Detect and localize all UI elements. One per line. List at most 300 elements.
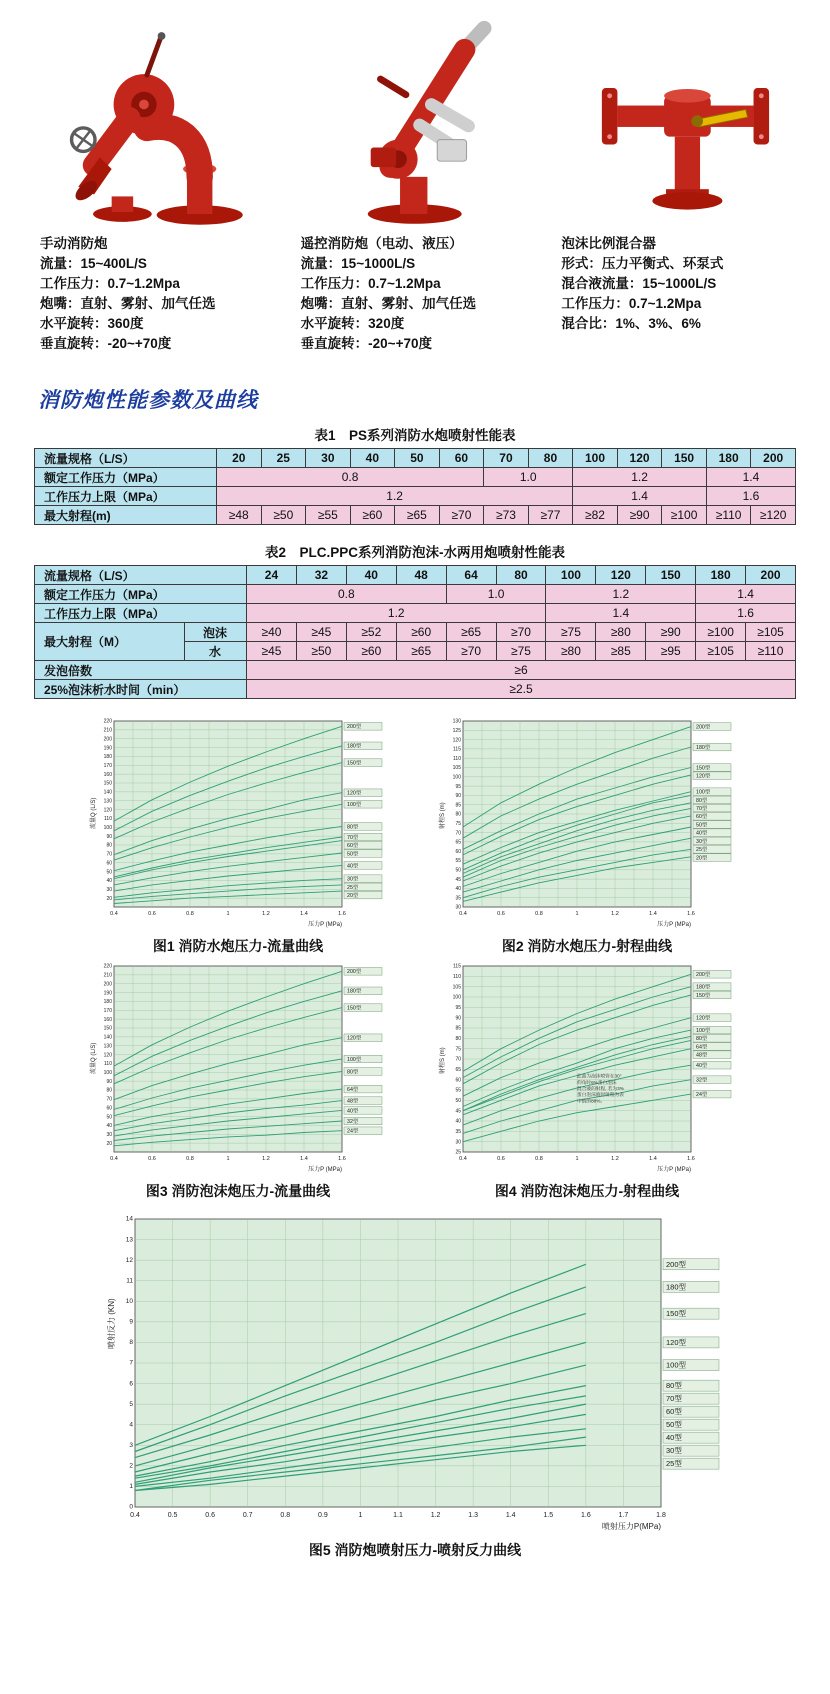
table2-title: 表2 PLC.PPC系列消防泡沫-水两用炮喷射性能表 — [264, 545, 565, 560]
svg-text:1.5: 1.5 — [543, 1512, 554, 1519]
table-cell: ≥105 — [696, 642, 746, 661]
svg-text:105: 105 — [452, 984, 461, 991]
svg-text:35: 35 — [455, 1129, 461, 1136]
table-cell: 1.2 — [546, 585, 696, 604]
table-cell: ≥70 — [496, 623, 546, 642]
svg-text:30型: 30型 — [696, 838, 708, 845]
svg-text:100型: 100型 — [696, 789, 711, 796]
svg-text:120型: 120型 — [666, 1338, 687, 1348]
svg-text:100: 100 — [103, 1069, 112, 1076]
svg-text:40: 40 — [106, 1123, 112, 1130]
svg-text:1.2: 1.2 — [430, 1512, 441, 1519]
svg-text:0.7: 0.7 — [242, 1512, 253, 1519]
product-card-remote-monitor — [301, 16, 548, 354]
table-cell: ≥50 — [296, 642, 346, 661]
svg-text:200型: 200型 — [347, 724, 362, 731]
svg-text:20: 20 — [106, 1140, 112, 1147]
table-cell: ≥50 — [261, 506, 306, 525]
svg-text:150型: 150型 — [696, 765, 711, 772]
svg-text:90: 90 — [106, 1078, 112, 1085]
table-row — [35, 680, 796, 699]
svg-text:200: 200 — [103, 981, 112, 988]
svg-text:30型: 30型 — [347, 876, 359, 883]
svg-text:190: 190 — [103, 745, 112, 752]
svg-text:105: 105 — [452, 765, 461, 772]
table-cell: ≥70 — [446, 642, 496, 661]
table-cell: 70 — [484, 449, 529, 468]
foam-proportioner-image — [561, 16, 808, 230]
table-cell: 1.4 — [573, 487, 707, 506]
svg-text:1.6: 1.6 — [687, 911, 695, 917]
product-spec-line: 垂直旋转：-20~+70度 — [300, 336, 432, 351]
table-cell: 40 — [346, 566, 396, 585]
svg-text:210: 210 — [103, 972, 112, 979]
svg-text:5: 5 — [129, 1400, 133, 1408]
svg-text:210: 210 — [103, 727, 112, 734]
foam-proportioner-illustration — [572, 55, 797, 230]
product-spec-line: 垂直旋转：-20~+70度 — [40, 336, 172, 351]
svg-text:20型: 20型 — [347, 892, 359, 899]
table-row — [35, 661, 796, 680]
svg-text:50: 50 — [455, 867, 461, 874]
table-row — [35, 585, 796, 604]
figure-chart4 — [422, 960, 752, 1201]
product-spec-list — [301, 254, 548, 354]
svg-text:40型: 40型 — [347, 863, 359, 870]
remote-monitor-image — [301, 16, 548, 230]
table-cell: ≥70 — [439, 506, 484, 525]
svg-text:70: 70 — [455, 830, 461, 837]
svg-text:50型: 50型 — [347, 851, 359, 858]
table-cell: ≥90 — [617, 506, 662, 525]
table-cell: ≥110 — [706, 506, 751, 525]
table-cell: ≥85 — [596, 642, 646, 661]
table-cell: 1.4 — [706, 468, 795, 487]
svg-text:6: 6 — [129, 1380, 133, 1388]
chart3-caption: 图3 消防泡沫炮压力-流量曲线 — [145, 1183, 331, 1199]
table-cell: 1.4 — [546, 604, 696, 623]
row-label: 流量规格（L/S） — [35, 449, 217, 468]
svg-text:70: 70 — [455, 1056, 461, 1063]
svg-text:中值的88%。: 中值的88%。 — [577, 1098, 606, 1104]
svg-text:80型: 80型 — [696, 797, 708, 804]
svg-text:70: 70 — [106, 1096, 112, 1103]
table1-title: 表1 PS系列消防水炮喷射性能表 — [314, 428, 516, 443]
svg-text:0.6: 0.6 — [497, 1156, 505, 1162]
figure-chart2 — [422, 715, 752, 956]
figure-chart5 — [0, 1211, 830, 1560]
svg-text:3: 3 — [129, 1441, 133, 1449]
table-cell: 120 — [617, 449, 662, 468]
table-cell: ≥6 — [247, 661, 796, 680]
manual-monitor-image — [40, 16, 287, 230]
svg-text:80: 80 — [106, 842, 112, 849]
svg-text:50: 50 — [106, 869, 112, 876]
svg-text:32型: 32型 — [696, 1077, 708, 1084]
table-cell: ≥45 — [296, 623, 346, 642]
product-spec-line: 混合比：1%、3%、6% — [561, 316, 701, 331]
svg-text:64型: 64型 — [347, 1087, 359, 1094]
svg-text:100型: 100型 — [347, 1056, 362, 1063]
product-name: 手动消防炮 — [40, 236, 108, 251]
svg-text:0: 0 — [129, 1503, 133, 1511]
svg-text:10: 10 — [125, 1297, 133, 1305]
section-title: 消防炮性能参数及曲线 — [38, 389, 258, 412]
svg-text:100型: 100型 — [696, 1027, 711, 1034]
table-cell: ≥45 — [247, 642, 297, 661]
svg-text:60: 60 — [106, 860, 112, 867]
svg-text:0.6: 0.6 — [148, 1156, 156, 1162]
table-cell: 1.2 — [217, 487, 573, 506]
svg-text:1: 1 — [358, 1512, 363, 1519]
svg-text:48型: 48型 — [347, 1098, 359, 1105]
table-cell: 64 — [446, 566, 496, 585]
table-row — [35, 468, 796, 487]
table-cell: ≥60 — [396, 623, 446, 642]
svg-text:1.1: 1.1 — [393, 1512, 403, 1519]
chart5-caption: 图5 消防炮喷射压力-喷射反力曲线 — [308, 1542, 522, 1558]
row-label: 工作压力上限（MPa） — [35, 487, 217, 506]
product-card-foam-proportioner — [561, 16, 808, 354]
row-label: 最大射程(m) — [35, 506, 217, 525]
svg-text:150: 150 — [103, 1025, 112, 1032]
svg-text:50: 50 — [106, 1114, 112, 1121]
svg-text:180型: 180型 — [347, 988, 362, 995]
svg-text:1.6: 1.6 — [338, 911, 346, 917]
svg-text:1.4: 1.4 — [300, 1156, 308, 1162]
svg-text:115: 115 — [453, 746, 461, 753]
charts-grid — [0, 715, 830, 1201]
svg-text:100: 100 — [103, 824, 112, 831]
svg-text:30: 30 — [106, 1131, 112, 1138]
svg-text:1.4: 1.4 — [505, 1512, 516, 1519]
table2-plc-ppc-series — [34, 565, 796, 699]
svg-text:此曲为泡沫喷管在30°: 此曲为泡沫喷管在30° — [577, 1073, 622, 1079]
table-cell: 40 — [350, 449, 395, 468]
svg-text:7: 7 — [129, 1359, 133, 1367]
table-cell: ≥2.5 — [247, 680, 796, 699]
table-row — [35, 566, 796, 585]
table-cell: 48 — [396, 566, 446, 585]
chart4-svg — [437, 960, 737, 1174]
svg-text:60: 60 — [455, 1077, 461, 1084]
table-cell: 25 — [261, 449, 306, 468]
table-cell: 80 — [528, 449, 573, 468]
svg-text:60: 60 — [106, 1105, 112, 1112]
svg-text:85: 85 — [455, 1025, 461, 1032]
svg-text:1: 1 — [575, 911, 579, 917]
svg-text:170: 170 — [103, 762, 112, 769]
svg-text:1.3: 1.3 — [468, 1512, 479, 1519]
svg-text:90: 90 — [106, 833, 112, 840]
table-cell: ≥77 — [528, 506, 573, 525]
svg-text:1: 1 — [129, 1483, 133, 1491]
svg-text:30型: 30型 — [666, 1446, 682, 1456]
svg-text:80型: 80型 — [696, 1036, 708, 1043]
svg-text:120: 120 — [103, 1052, 112, 1059]
row-label: 流量规格（L/S） — [35, 566, 247, 585]
svg-text:150型: 150型 — [696, 992, 711, 999]
svg-text:32型: 32型 — [347, 1118, 359, 1125]
svg-text:60: 60 — [455, 848, 461, 855]
svg-text:180型: 180型 — [347, 743, 362, 750]
product-spec-list — [40, 254, 287, 354]
svg-text:50型: 50型 — [696, 822, 708, 829]
svg-text:1.7: 1.7 — [618, 1512, 629, 1519]
svg-text:40: 40 — [455, 1118, 461, 1125]
svg-text:40型: 40型 — [696, 830, 708, 837]
svg-text:20型: 20型 — [696, 855, 708, 862]
manual-monitor-illustration — [51, 20, 276, 230]
svg-text:70型: 70型 — [347, 834, 359, 841]
svg-text:220: 220 — [103, 963, 112, 970]
svg-text:150: 150 — [103, 780, 112, 787]
svg-text:40型: 40型 — [696, 1063, 708, 1070]
table-cell: 120 — [596, 566, 646, 585]
svg-text:1: 1 — [226, 1156, 230, 1162]
table1-ps-series — [34, 448, 796, 525]
svg-text:1.2: 1.2 — [611, 911, 619, 917]
svg-text:30: 30 — [106, 886, 112, 893]
table-cell: 80 — [496, 566, 546, 585]
svg-text:0.8: 0.8 — [186, 911, 194, 917]
svg-text:200型: 200型 — [666, 1259, 687, 1269]
figure-chart3 — [78, 960, 398, 1201]
svg-text:220: 220 — [103, 718, 112, 725]
svg-text:压力P (MPa): 压力P (MPa) — [657, 922, 691, 928]
table-cell: ≥80 — [546, 642, 596, 661]
table-cell: ≥90 — [646, 623, 696, 642]
svg-text:160: 160 — [103, 771, 112, 778]
table-cell: ≥65 — [396, 642, 446, 661]
product-spec-line: 工作压力：0.7~1.2Mpa — [561, 296, 702, 311]
svg-text:射程S (m): 射程S (m) — [440, 802, 446, 829]
table-cell: 180 — [696, 566, 746, 585]
svg-text:25型: 25型 — [666, 1459, 682, 1469]
svg-text:1.4: 1.4 — [649, 1156, 657, 1162]
svg-text:95: 95 — [455, 1005, 461, 1012]
table-cell: ≥65 — [446, 623, 496, 642]
table-cell: ≥80 — [596, 623, 646, 642]
svg-text:70: 70 — [106, 851, 112, 858]
svg-text:65: 65 — [455, 839, 461, 846]
svg-text:110: 110 — [453, 974, 461, 981]
svg-text:4: 4 — [129, 1421, 133, 1429]
svg-text:1.4: 1.4 — [300, 911, 308, 917]
svg-text:45: 45 — [455, 1108, 461, 1115]
chart5-wrap — [0, 1211, 830, 1560]
product-spec-line: 工作压力：0.7~1.2Mpa — [300, 276, 441, 291]
svg-text:流量Q (L/S): 流量Q (L/S) — [91, 797, 97, 829]
chart3-svg — [88, 960, 388, 1174]
svg-text:1.6: 1.6 — [687, 1156, 695, 1162]
svg-text:90: 90 — [455, 793, 461, 800]
product-spec-line: 工作压力：0.7~1.2Mpa — [40, 276, 180, 291]
svg-text:100: 100 — [452, 774, 461, 781]
table-cell: 30 — [306, 449, 351, 468]
table-row — [35, 487, 796, 506]
product-spec-line: 流量：15~1000L/S — [300, 256, 416, 271]
svg-text:1.2: 1.2 — [262, 911, 270, 917]
table-cell: ≥65 — [395, 506, 440, 525]
svg-text:1.6: 1.6 — [338, 1156, 346, 1162]
product-name: 泡沫比例混合器 — [561, 236, 656, 251]
svg-text:200型: 200型 — [347, 969, 362, 976]
product-spec-line: 形式：压力平衡式、环泵式 — [561, 256, 724, 271]
svg-text:1: 1 — [226, 911, 230, 917]
product-name: 遥控消防炮（电动、液压） — [300, 236, 463, 251]
table-cell: 1.6 — [696, 604, 796, 623]
product-row — [0, 0, 830, 354]
table-cell: ≥52 — [346, 623, 396, 642]
product-spec-list — [561, 254, 808, 334]
svg-text:80: 80 — [455, 1036, 461, 1043]
table-cell: 1.6 — [706, 487, 795, 506]
table-cell: ≥60 — [346, 642, 396, 661]
table-cell: ≥100 — [696, 623, 746, 642]
svg-text:200: 200 — [103, 736, 112, 743]
svg-text:120型: 120型 — [696, 1015, 711, 1022]
svg-text:30: 30 — [455, 904, 461, 911]
table-row — [35, 604, 796, 623]
table-cell: ≥60 — [350, 506, 395, 525]
product-spec-line: 流量：15~400L/S — [40, 256, 147, 271]
table-cell: ≥75 — [546, 623, 596, 642]
svg-text:80型: 80型 — [347, 1069, 359, 1076]
svg-text:170: 170 — [103, 1007, 112, 1014]
svg-text:压力P (MPa): 压力P (MPa) — [308, 1167, 342, 1173]
svg-text:1.8: 1.8 — [656, 1512, 666, 1519]
svg-text:130: 130 — [103, 1043, 112, 1050]
table-cell: 1.2 — [573, 468, 707, 487]
svg-text:80: 80 — [455, 811, 461, 818]
svg-text:60型: 60型 — [696, 814, 708, 821]
table-cell: 100 — [573, 449, 618, 468]
svg-text:100型: 100型 — [347, 802, 362, 809]
table-cell: ≥73 — [484, 506, 529, 525]
product-spec-line: 水平旋转：320度 — [300, 316, 405, 331]
svg-text:蛋白泡沫液时射程为表: 蛋白泡沫液时射程为表 — [577, 1092, 624, 1098]
svg-text:射程S (m): 射程S (m) — [440, 1047, 446, 1074]
svg-text:140: 140 — [103, 1034, 112, 1041]
svg-text:0.4: 0.4 — [459, 1156, 467, 1162]
table-cell: ≥55 — [306, 506, 351, 525]
svg-text:13: 13 — [125, 1236, 133, 1244]
table-cell: 200 — [746, 566, 796, 585]
table-cell: 1.2 — [247, 604, 546, 623]
table-cell: ≥82 — [573, 506, 618, 525]
svg-text:180: 180 — [103, 999, 112, 1006]
table-cell: 1.4 — [696, 585, 796, 604]
svg-text:180型: 180型 — [696, 744, 711, 751]
table-cell: ≥120 — [751, 506, 796, 525]
svg-text:110: 110 — [104, 816, 112, 823]
svg-text:75: 75 — [455, 821, 461, 827]
svg-text:150型: 150型 — [347, 1005, 362, 1012]
svg-text:160: 160 — [103, 1016, 112, 1023]
svg-text:60型: 60型 — [347, 843, 359, 850]
svg-text:25型: 25型 — [696, 847, 708, 854]
table-cell: 20 — [217, 449, 262, 468]
svg-text:125: 125 — [452, 728, 461, 734]
svg-text:200型: 200型 — [696, 972, 711, 979]
svg-text:50型: 50型 — [666, 1420, 682, 1430]
table-row — [35, 449, 796, 468]
svg-text:9: 9 — [129, 1318, 133, 1326]
row-sublabel: 泡沫 — [185, 623, 247, 642]
svg-text:40型: 40型 — [347, 1108, 359, 1115]
svg-text:喷射反力 (KN): 喷射反力 (KN) — [107, 1298, 116, 1349]
table-cell: 32 — [296, 566, 346, 585]
svg-text:200型: 200型 — [696, 724, 711, 731]
svg-text:24型: 24型 — [696, 1092, 708, 1099]
svg-text:40: 40 — [455, 886, 461, 893]
row-label: 最大射程（M） — [35, 623, 185, 661]
svg-text:0.6: 0.6 — [205, 1512, 216, 1519]
svg-text:0.6: 0.6 — [497, 911, 505, 917]
svg-text:35: 35 — [455, 895, 461, 902]
svg-text:120: 120 — [103, 807, 112, 814]
svg-text:75: 75 — [455, 1046, 461, 1053]
remote-monitor-illustration — [312, 20, 537, 230]
product-spec-line: 炮嘴：直射、雾射、加气任选 — [300, 296, 477, 311]
table-cell: ≥110 — [746, 642, 796, 661]
table-cell: 0.8 — [247, 585, 447, 604]
svg-text:12: 12 — [125, 1256, 133, 1264]
svg-text:压力P (MPa): 压力P (MPa) — [657, 1167, 691, 1173]
svg-text:55: 55 — [455, 858, 461, 865]
table-cell: 150 — [646, 566, 696, 585]
svg-text:70型: 70型 — [666, 1394, 682, 1404]
table-cell: ≥48 — [217, 506, 262, 525]
svg-text:0.5: 0.5 — [167, 1512, 178, 1519]
table-cell: ≥75 — [496, 642, 546, 661]
svg-text:0.4: 0.4 — [130, 1512, 140, 1519]
table-cell: 100 — [546, 566, 596, 585]
svg-text:100型: 100型 — [666, 1360, 687, 1370]
svg-text:0.9: 0.9 — [317, 1512, 328, 1519]
svg-text:130: 130 — [103, 798, 112, 805]
table-cell: 1.0 — [484, 468, 573, 487]
svg-text:喷射压力P(MPa): 喷射压力P(MPa) — [601, 1522, 661, 1531]
table-cell: 180 — [706, 449, 751, 468]
svg-text:110: 110 — [104, 1061, 112, 1068]
svg-text:8: 8 — [129, 1339, 133, 1347]
svg-text:11: 11 — [126, 1277, 133, 1285]
product-spec-line: 水平旋转：360度 — [40, 316, 144, 331]
product-card-manual-monitor — [40, 16, 287, 354]
svg-text:180型: 180型 — [666, 1282, 687, 1292]
svg-text:0.4: 0.4 — [110, 1156, 118, 1162]
svg-text:24型: 24型 — [347, 1128, 359, 1135]
svg-text:流量Q (L/S): 流量Q (L/S) — [91, 1042, 97, 1074]
chart5-svg — [105, 1211, 725, 1533]
table-cell: ≥95 — [646, 642, 696, 661]
svg-text:2: 2 — [129, 1462, 133, 1470]
table-cell: 60 — [439, 449, 484, 468]
svg-text:60型: 60型 — [666, 1407, 682, 1417]
table-cell: ≥105 — [746, 623, 796, 642]
row-sublabel: 水 — [185, 642, 247, 661]
row-label: 工作压力上限（MPa） — [35, 604, 247, 623]
row-label: 额定工作压力（MPa） — [35, 585, 247, 604]
svg-text:0.8: 0.8 — [280, 1512, 291, 1519]
svg-text:120型: 120型 — [696, 773, 711, 780]
row-label: 发泡倍数 — [35, 661, 247, 680]
svg-text:0.4: 0.4 — [110, 911, 118, 917]
svg-text:150型: 150型 — [666, 1309, 687, 1319]
svg-text:110: 110 — [453, 755, 461, 762]
